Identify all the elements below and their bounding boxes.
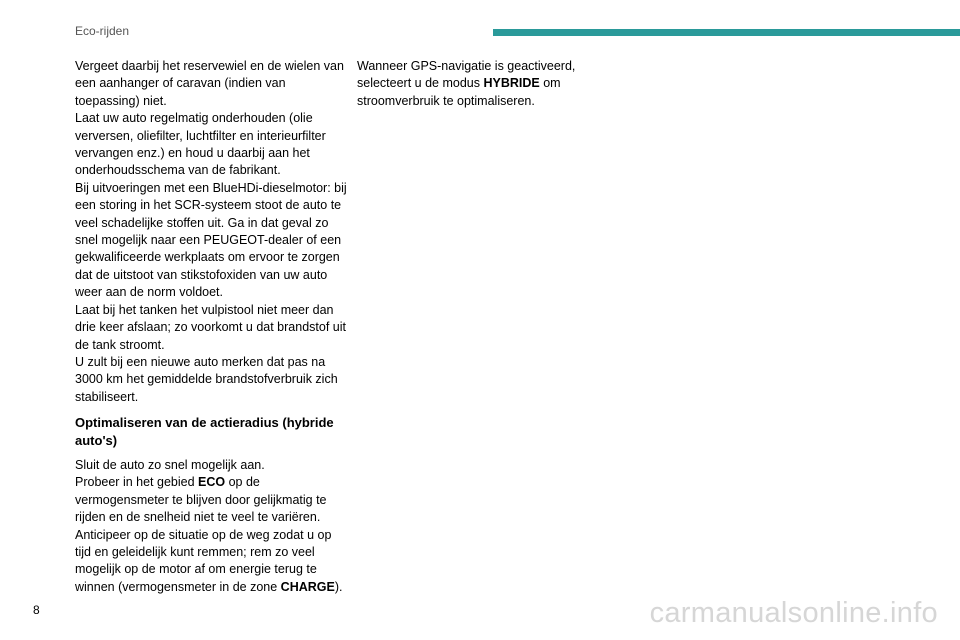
paragraph-plug-in: Sluit de auto zo snel mogelijk aan. xyxy=(75,457,265,472)
left-column xyxy=(75,58,347,596)
right-column xyxy=(357,58,629,110)
page-header-title: Eco-rijden xyxy=(75,24,130,38)
eco-text-after: op de vermogensmeter te blijven door gelijkmatig te rijden en de snelheid niet te veel te variëren. xyxy=(75,475,327,525)
paragraph-gps-hybrid xyxy=(357,58,629,110)
charge-text-after: ). xyxy=(334,579,343,594)
paragraph-maintenance: Laat uw auto regelmatig onderhouden (olie verversen, oliefilter, luchtfilter en interieurfilter vervangen enz.) en houd u daarbij aan het onderhoudsschema van de fabrikant. xyxy=(75,111,326,178)
paragraph-refuelling: Laat bij het tanken het vulpistool niet meer dan drie keer afslaan; zo voorkomt u dat brandstof uit de tank stroomt. xyxy=(75,302,346,352)
paragraph-anticipate xyxy=(75,527,347,597)
eco-keyword: ECO xyxy=(198,475,226,490)
paragraph-spare-wheel: Vergeet daarbij het reservewiel en de wielen van een aanhanger of caravan (indien van toepassing) niet. xyxy=(75,59,344,108)
watermark-text: carmanualsonline.info xyxy=(649,597,938,629)
charge-text-before: Anticipeer op de situatie op de weg zodat u op tijd en geleidelijk kunt remmen; rem zo veel mogelijk op de motor af om energie terug te winnen (vermogensmeter in de zone xyxy=(75,527,332,594)
hybrid-keyword: HYBRIDE xyxy=(483,76,540,91)
hybrid-text-after: om stroomverbruik te optimaliseren. xyxy=(357,76,561,108)
paragraph-new-car: U zult bij een nieuwe auto merken dat pas na 3000 km het gemiddelde brandstofverbruik zich stabiliseert. xyxy=(75,354,338,404)
paragraph-eco-zone xyxy=(75,474,347,526)
eco-text-before: Probeer in het gebied xyxy=(75,475,199,490)
page-number: 8 xyxy=(33,603,40,617)
charge-keyword: CHARGE xyxy=(280,579,335,594)
header-accent-bar xyxy=(493,29,960,36)
section-heading-range: Optimaliseren van de actieradius (hybride auto's) xyxy=(75,415,334,448)
paragraph-bluehdi: Bij uitvoeringen met een BlueHDi-dieselmotor: bij een storing in het SCR-systeem stoot de auto te veel schadelijke stoffen uit. Ga in dat geval zo snel mogelijk naar een PEUGEOT-dealer of een gekwalificeerde werkplaats om ervoor te zorgen dat de uitstoot van stikstofoxiden van uw auto weer aan de norm voldoet. xyxy=(75,180,347,300)
hybrid-text-before: Wanneer GPS-navigatie is geactiveerd, selecteert u de modus xyxy=(357,59,576,91)
